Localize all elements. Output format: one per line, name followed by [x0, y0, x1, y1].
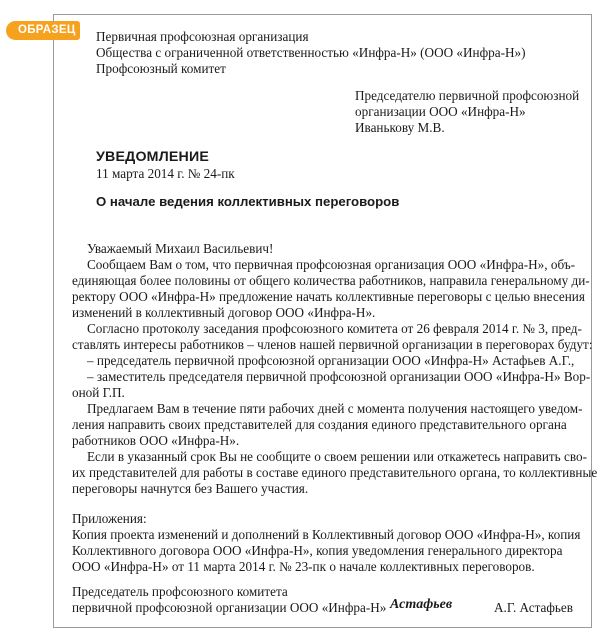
- attachment-line: Коллективного договора ООО «Инфра-Н», копия уведомления генерального директора: [72, 543, 563, 558]
- body-line: переговоры начнутся без Вашего участия.: [72, 481, 309, 496]
- attachment-line: ООО «Инфра-Н» от 11 марта 2014 г. № 23-пк о начале коллективных переговоров.: [72, 559, 535, 574]
- body-line: ректору ООО «Инфра-Н» предложение начать коллективные переговоры с целью внесения: [72, 289, 585, 304]
- document-title: УВЕДОМЛЕНИЕ: [96, 149, 210, 165]
- body-line: их представителей для работы в составе единого представительного органа, то коллективные: [72, 465, 598, 480]
- sender-line-3: Профсоюзный комитет: [96, 61, 226, 76]
- body-line: – заместитель председателя первичной профсоюзной организации ООО «Инфра-Н» Вор-: [87, 369, 591, 384]
- body-line: Предлагаем Вам в течение пяти рабочих дней с момента получения настоящего уведом-: [87, 401, 583, 416]
- body-line: ставлять интересы работников – членов нашей первичной организации в переговорах будут:: [72, 337, 593, 352]
- body-line: изменений в коллективный договор ООО «Инфра-Н».: [72, 305, 376, 320]
- sample-badge: ОБРАЗЕЦ: [6, 21, 80, 40]
- date-number: 11 марта 2014 г. № 24-пк: [96, 166, 235, 181]
- sender-line-2: Общества с ограниченной ответственностью «Инфра-Н» (ООО «Инфра-Н»): [96, 45, 526, 60]
- body-line: ления направить своих представителей для создания единого представительного органа: [72, 417, 567, 432]
- salutation: Уважаемый Михаил Васильевич!: [87, 241, 274, 256]
- addressee-line-3: Иванькову М.В.: [355, 120, 445, 135]
- subject-heading: О начале ведения коллективных переговоров: [96, 194, 400, 209]
- handwritten-signature: Астафьев: [390, 597, 453, 612]
- addressee-line-2: организации ООО «Инфра-Н»: [355, 104, 526, 119]
- signer-name: А.Г. Астафьев: [494, 600, 574, 615]
- body-line: – председатель первичной профсоюзной организации ООО «Инфра-Н» Астафьев А.Г.,: [87, 353, 575, 368]
- body-line: Если в указанный срок Вы не сообщите о своем решении или откажетесь направить сво-: [87, 449, 587, 464]
- body-line: единяющая более половины от общего количества работников, направила генеральному ди-: [72, 273, 590, 288]
- sender-line-1: Первичная профсоюзная организация: [96, 29, 309, 44]
- attachments-label: Приложения:: [72, 511, 147, 526]
- signer-position-2: первичной профсоюзной организации ООО «Инфра-Н»: [72, 600, 387, 615]
- attachment-line: Копия проекта изменений и дополнений в Коллективный договор ООО «Инфра-Н», копия: [72, 527, 581, 542]
- signer-position-1: Председатель профсоюзного комитета: [72, 584, 288, 599]
- body-line: работников ООО «Инфра-Н».: [72, 433, 240, 448]
- body-line: Сообщаем Вам о том, что первичная профсоюзная организация ООО «Инфра-Н», объ-: [87, 257, 576, 272]
- addressee-line-1: Председателю первичной профсоюзной: [355, 88, 580, 103]
- body-line: Согласно протоколу заседания профсоюзного комитета от 26 февраля 2014 г. № 3, пред-: [87, 321, 582, 336]
- body-line: оной Г.П.: [72, 385, 125, 400]
